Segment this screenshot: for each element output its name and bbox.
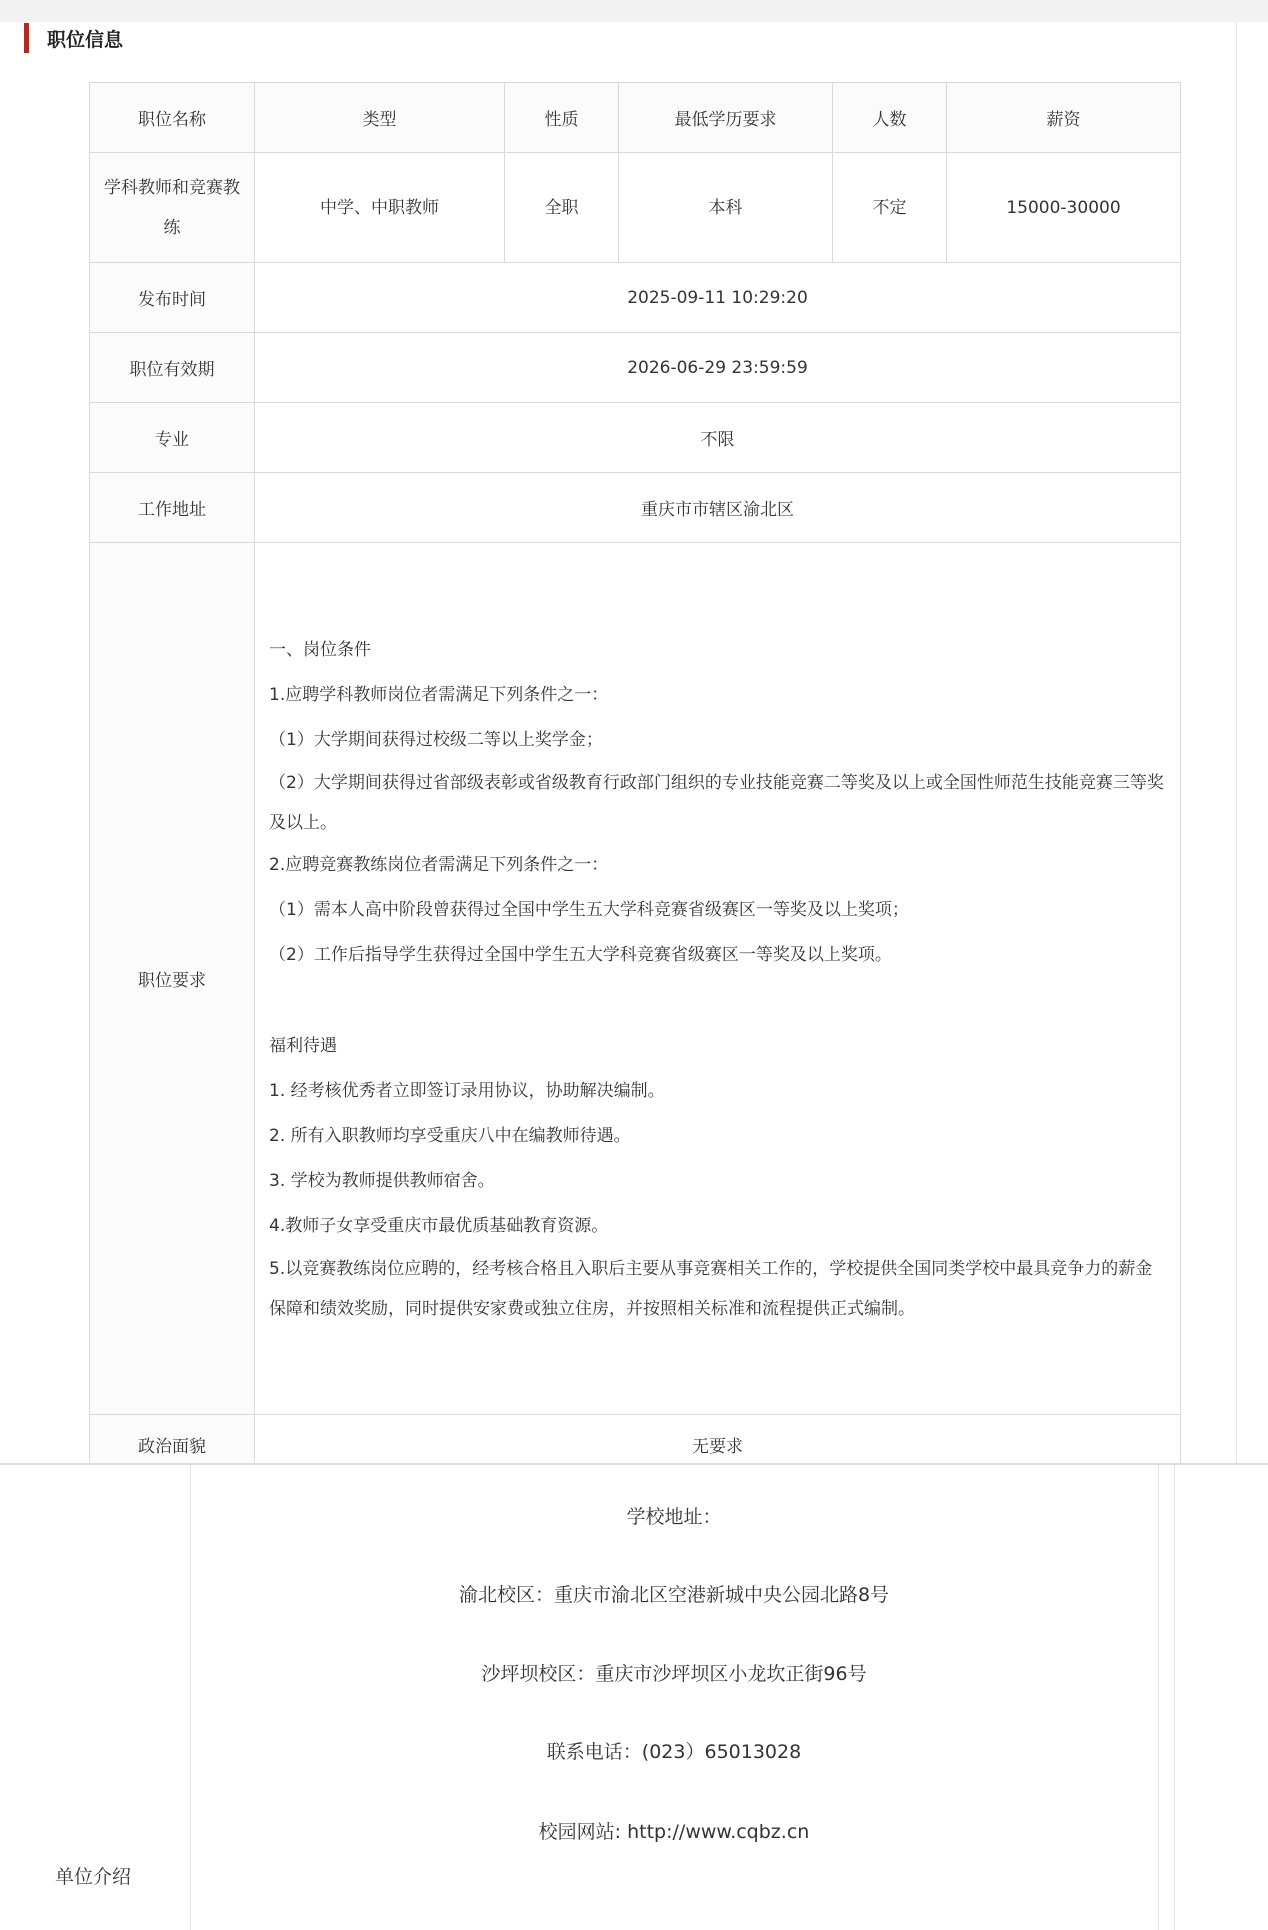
unit-intro-label: 单位介绍: [55, 1866, 132, 1888]
requirement-line: 一、岗位条件: [269, 640, 371, 660]
header-salary: 薪资: [947, 83, 1181, 153]
unit-table-border-right: [1158, 1465, 1159, 1930]
section-header: [24, 22, 123, 54]
major-label: 专业: [90, 403, 255, 473]
value-type: 中学、中职教师: [255, 153, 505, 263]
location-row: [90, 473, 1181, 543]
requirement-line: 1.应聘学科教师岗位者需满足下列条件之一：: [269, 685, 609, 705]
major-value: 不限: [255, 403, 1181, 473]
table-values-row: [90, 153, 1181, 263]
validity-row: [90, 333, 1181, 403]
header-nature: 性质: [505, 83, 619, 153]
unit-table-border-left: [190, 1465, 191, 1930]
benefit-line: 5.以竞赛教练岗位应聘的，经考核合格且入职后主要从事竞赛相关工作的，学校提供全国同类学校中最具竞争力的薪金保障和绩效奖励，同时提供安家费或独立住房，并按照相关标准和流程提供正式编制。: [269, 1259, 1153, 1319]
value-salary: 15000-30000: [947, 153, 1181, 263]
panel-right-border: [1236, 22, 1237, 1463]
benefit-line: 2. 所有入职教师均享受重庆八中在编教师待遇。: [269, 1126, 631, 1146]
requirement-line: 2.应聘竞赛教练岗位者需满足下列条件之一：: [269, 855, 609, 875]
requirement-line: （1）需本人高中阶段曾获得过全国中学生五大学科竞赛省级赛区一等奖及以上奖项；: [269, 900, 909, 920]
requirement-line: （2）工作后指导学生获得过全国中学生五大学科竞赛省级赛区一等奖及以上奖项。: [269, 945, 892, 965]
value-nature: 全职: [505, 153, 619, 263]
unit-intro-panel: [0, 1465, 1268, 1930]
value-education: 本科: [619, 153, 833, 263]
spacer: [269, 978, 1166, 1024]
requirements-label: 职位要求: [90, 543, 255, 1415]
header-headcount: 人数: [833, 83, 947, 153]
campus-yubei-address: 渝北校区：重庆市渝北区空港新城中央公园北路8号: [458, 1584, 890, 1606]
requirement-line: （2）大学期间获得过省部级表彰或省级教育行政部门组织的专业技能竞赛二等奖及以上或全国性师范生技能竞赛三等奖及以上。: [269, 773, 1164, 833]
header-position-name: 职位名称: [90, 83, 255, 153]
publish-time-label: 发布时间: [90, 263, 255, 333]
requirement-line: （1）大学期间获得过校级二等以上奖学金；: [269, 730, 603, 750]
publish-time-row: [90, 263, 1181, 333]
location-label: 工作地址: [90, 473, 255, 543]
section-title: 职位信息: [47, 28, 124, 51]
requirements-cell: [255, 543, 1181, 1415]
major-row: [90, 403, 1181, 473]
benefits-title: 福利待遇: [269, 1036, 337, 1056]
benefit-line: 3. 学校为教师提供教师宿舍。: [269, 1171, 495, 1191]
location-value: 重庆市市辖区渝北区: [255, 473, 1181, 543]
header-education: 最低学历要求: [619, 83, 833, 153]
contact-phone: 联系电话：(023）65013028: [546, 1741, 802, 1763]
political-value: 无要求: [255, 1415, 1181, 1475]
validity-label: 职位有效期: [90, 333, 255, 403]
publish-time-value: 2025-09-11 10:29:20: [255, 263, 1181, 333]
header-type: 类型: [255, 83, 505, 153]
validity-value: 2026-06-29 23:59:59: [255, 333, 1181, 403]
requirements-row: [90, 543, 1181, 1415]
top-strip: [0, 0, 1268, 22]
benefit-line: 1. 经考核优秀者立即签订录用协议，协助解决编制。: [269, 1081, 665, 1101]
school-website[interactable]: 校园网站: http://www.cqbz.cn: [538, 1821, 810, 1843]
school-address-title: 学校地址：: [626, 1506, 722, 1528]
political-label: 政治面貌: [90, 1415, 255, 1475]
job-info-table: [89, 82, 1181, 1475]
value-headcount: 不定: [833, 153, 947, 263]
benefit-line: 4.教师子女享受重庆市最优质基础教育资源。: [269, 1216, 609, 1236]
campus-shapingba-address: 沙坪坝校区：重庆市沙坪坝区小龙坎正街96号: [481, 1663, 867, 1685]
section-accent-bar: [24, 23, 29, 53]
value-position-name: 学科教师和竞赛教练: [90, 153, 255, 263]
requirements-content: [265, 628, 1170, 1329]
table-header-row: [90, 83, 1181, 153]
panel-border-right: [1174, 1465, 1175, 1930]
